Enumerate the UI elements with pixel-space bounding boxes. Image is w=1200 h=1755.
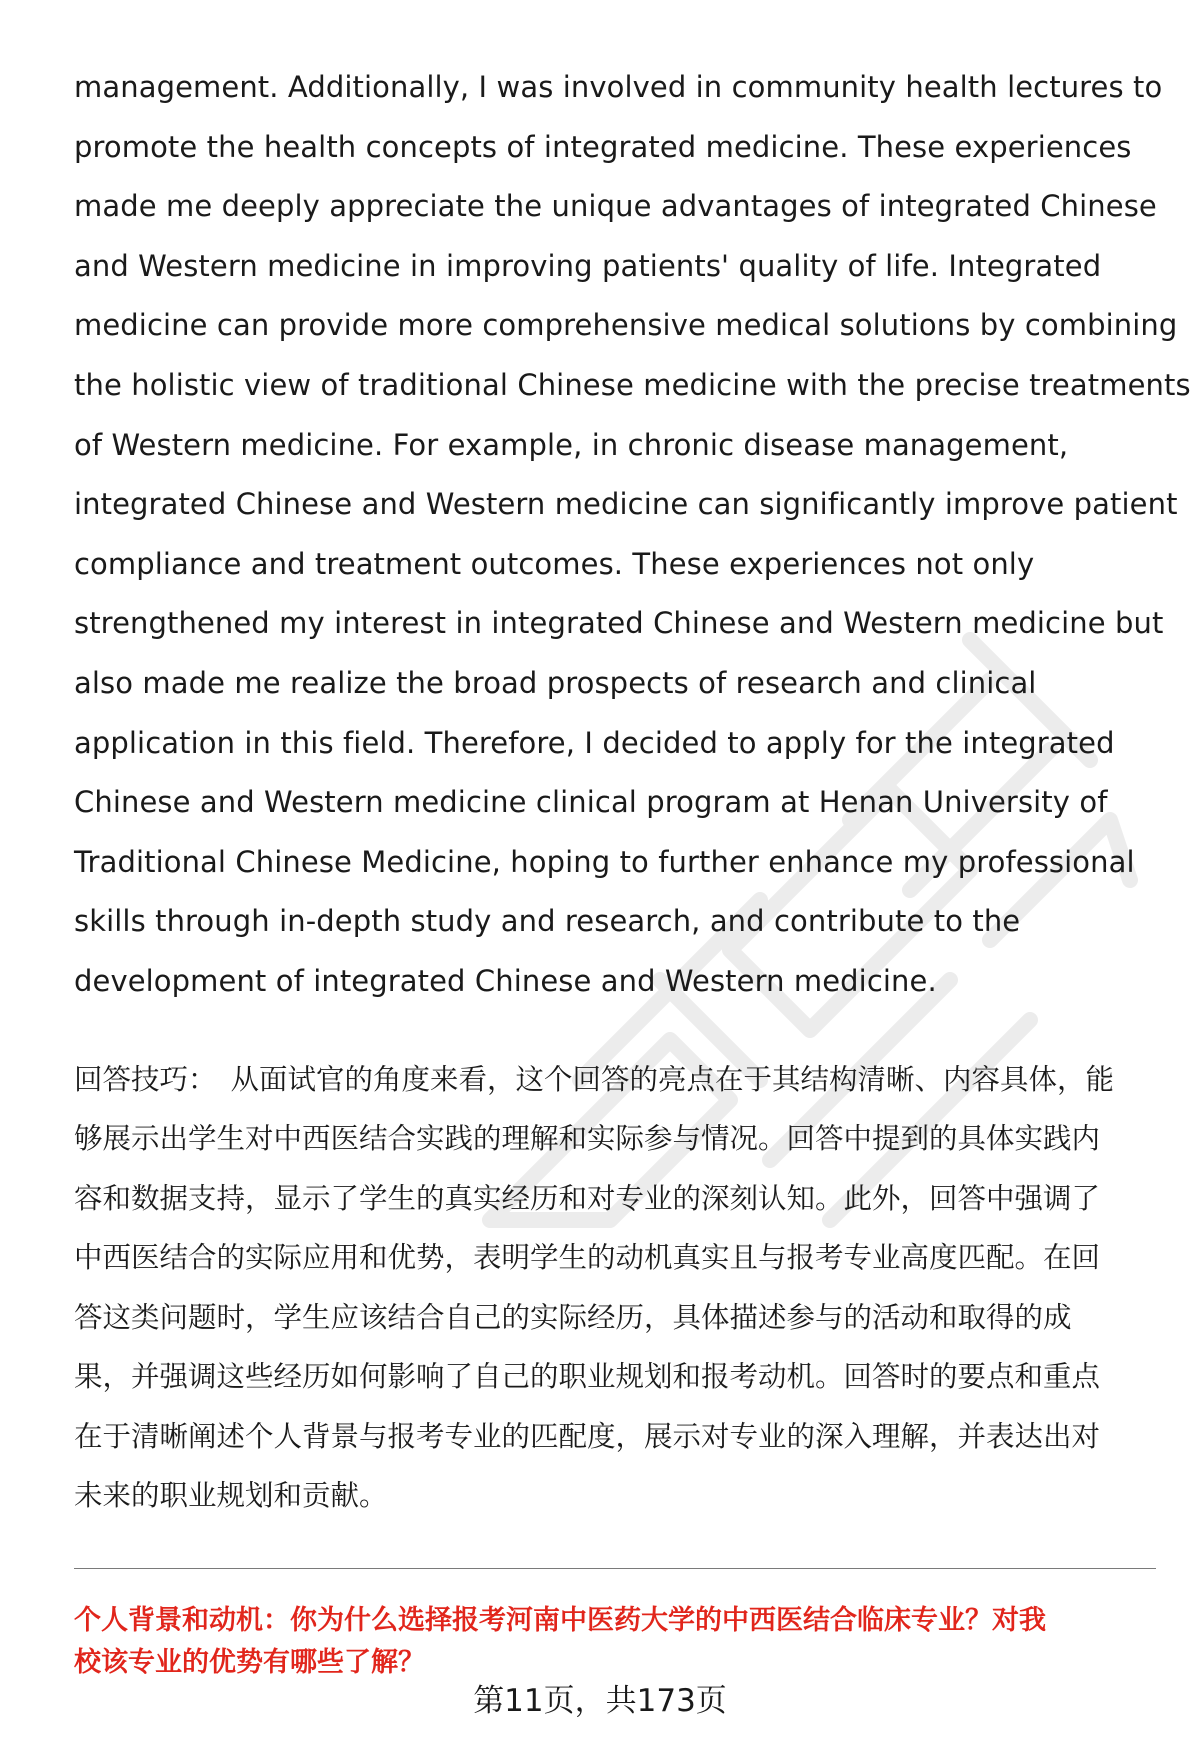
- tip-line: 答这类问题时，学生应该结合自己的实际经历，具体描述参与的活动和取得的成: [74, 1300, 1072, 1334]
- tip-line: 未来的职业规划和贡献。: [74, 1479, 388, 1512]
- answer-line: the holistic view of traditional Chinese medicine with the precise treatments: [74, 367, 1191, 402]
- answer-line: application in this field. Therefore, I decided to apply for the integrated: [74, 725, 1115, 760]
- answer-line: of Western medicine. For example, in chronic disease management,: [74, 427, 1069, 462]
- question-line: 个人背景和动机：你为什么选择报考河南中医药大学的中西医结合临床专业？对我: [74, 1605, 1046, 1636]
- answer-line: medicine can provide more comprehensive medical solutions by combining: [74, 308, 1178, 343]
- answer-line: management. Additionally, I was involved in community health lectures to: [74, 70, 1163, 104]
- answer-line: skills through in-depth study and research, and contribute to the: [74, 904, 1021, 939]
- tip-line-text: 从面试官的角度来看，这个回答的亮点在于其结构清晰、内容具体，能: [230, 1062, 1115, 1096]
- tip-line: 够展示出学生对中西医结合实践的理解和实际参与情况。回答中提到的具体实践内: [74, 1122, 1101, 1155]
- answer-line: Traditional Chinese Medicine, hoping to further enhance my professional: [74, 844, 1135, 879]
- answer-line: compliance and treatment outcomes. These experiences not only: [74, 546, 1035, 581]
- tip-line: [74, 1050, 1156, 1110]
- answer-paragraph: [74, 58, 1191, 1012]
- tip-line: 果，并强调这些经历如何影响了自己的职业规划和报考动机。回答时的要点和重点: [74, 1360, 1101, 1393]
- question-line: 校该专业的优势有哪些了解？: [74, 1647, 425, 1678]
- page-number: 第11页，共173页: [473, 1683, 727, 1719]
- answer-line: strengthened my interest in integrated Chinese and Western medicine but: [74, 606, 1164, 641]
- answer-tips-paragraph: [74, 1050, 1156, 1526]
- tip-line: 在于清晰阐述个人背景与报考专业的匹配度，展示对专业的深入理解，并表达出对: [74, 1419, 1101, 1453]
- answer-line: also made me realize the broad prospects of research and clinical: [74, 665, 1037, 700]
- answer-line: Chinese and Western medicine clinical program at Henan University of: [74, 785, 1108, 820]
- answer-line: promote the health concepts of integrated medicine. These experiences: [74, 129, 1132, 164]
- answer-line: integrated Chinese and Western medicine can significantly improve patient: [74, 487, 1178, 522]
- document-page: [74, 58, 1191, 1526]
- tip-line: 容和数据支持，显示了学生的真实经历和对专业的深刻认知。此外，回答中强调了: [74, 1181, 1101, 1215]
- answer-line: and Western medicine in improving patients' quality of life. Integrated: [74, 248, 1102, 283]
- tip-line: 中西医结合的实际应用和优势，表明学生的动机真实且与报考专业高度匹配。在回: [74, 1241, 1101, 1274]
- answer-line: development of integrated Chinese and Western medicine.: [74, 963, 937, 998]
- next-question-heading: [74, 1600, 1164, 1684]
- answer-line: made me deeply appreciate the unique advantages of integrated Chinese: [74, 189, 1157, 224]
- tips-label: 回答技巧：: [74, 1062, 217, 1096]
- section-divider: [74, 1568, 1156, 1569]
